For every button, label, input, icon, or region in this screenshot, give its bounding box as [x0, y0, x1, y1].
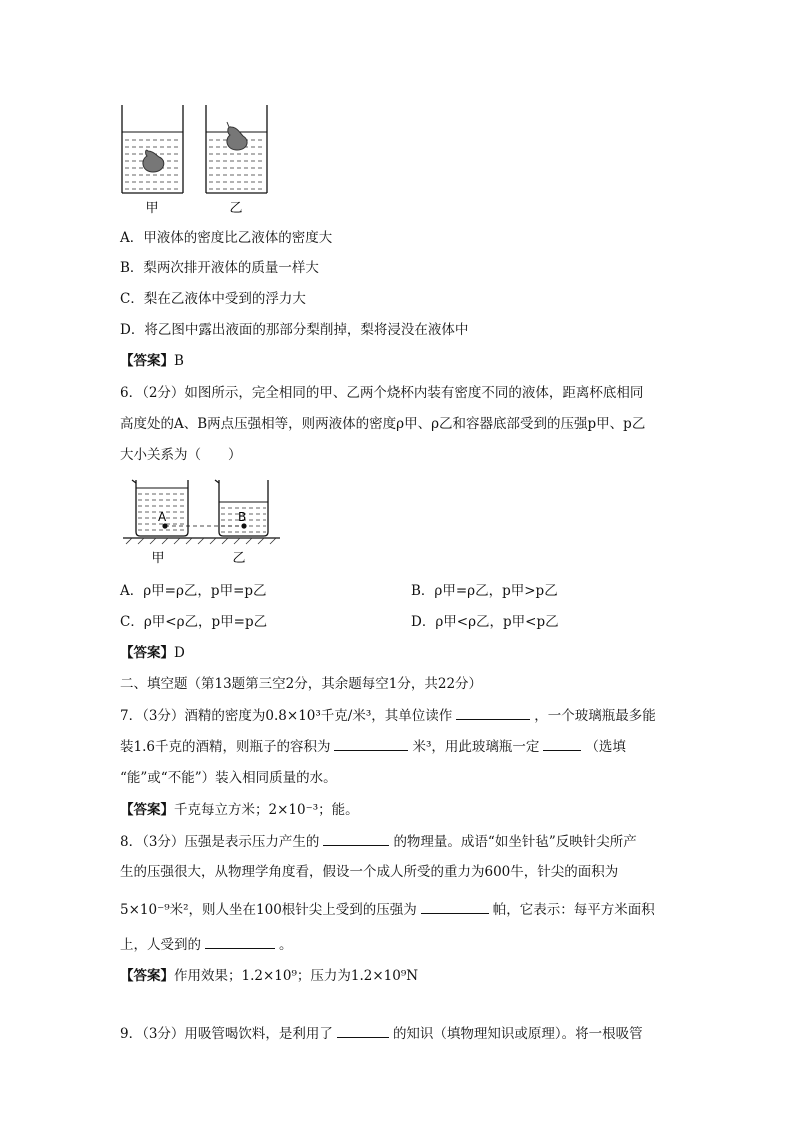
q8-line1 — [120, 831, 637, 852]
beaker-right — [206, 105, 267, 193]
q6-stem-line3: 大小关系为（ ） — [120, 447, 242, 463]
q6-stem-line2: 高度处的A、B两点压强相等，则两液体的密度ρ甲、ρ乙和容器底部受到的压强p甲、p乙 — [120, 416, 646, 432]
q7-line1 — [120, 705, 656, 726]
answer-tag: 【答案】 — [120, 645, 174, 661]
pressure-beakers-figure — [118, 472, 288, 572]
q7-text: ，一个玻璃瓶最多能 — [534, 708, 656, 724]
q8-text: 帕，它表示：每平方米面积 — [492, 902, 655, 918]
pear-shape-right — [227, 127, 247, 150]
pear-beakers-figure — [115, 100, 285, 220]
answer-value: D — [174, 645, 185, 661]
q7-text: 米³，用此玻璃瓶一定 — [412, 739, 540, 755]
q8-text: 8．（3分）压强是表示压力产生的 — [120, 834, 320, 850]
answer-value: 千克每立方米；2×10⁻³；能。 — [174, 802, 359, 818]
fig2-label-right: 乙 — [232, 551, 246, 566]
beaker-yi — [215, 480, 268, 536]
q6-stem-line1: 6．（2分）如图所示，完全相同的甲、乙两个烧杯内装有密度不同的液体，距离杯底相同 — [120, 385, 644, 401]
answer-tag: 【答案】 — [120, 968, 174, 984]
answer-blank[interactable] — [543, 736, 581, 751]
q6-option-b: B．ρ甲=ρ乙，p甲>p乙 — [411, 583, 558, 599]
answer-blank[interactable] — [421, 899, 489, 914]
q6-answer — [120, 643, 185, 663]
q8-text: 5×10⁻⁹米²，则人坐在100根针尖上受到的压强为 — [120, 902, 417, 918]
q8-text: 上，人受到的 — [120, 937, 201, 953]
q8-text: 。 — [279, 937, 293, 953]
q5-answer — [120, 351, 184, 371]
beaker-left — [122, 105, 183, 193]
q5-option-b: B．梨两次排开液体的质量一样大 — [120, 260, 319, 276]
q8-line3 — [120, 899, 655, 920]
q9-text: 9．（3分）用吸管喝饮料，是利用了 — [120, 1026, 333, 1042]
answer-blank[interactable] — [205, 934, 275, 949]
q6-option-a: A．ρ甲=ρ乙，p甲=p乙 — [120, 583, 267, 599]
q6-option-c: C．ρ甲<ρ乙，p甲=p乙 — [120, 614, 268, 630]
q7-line3: “能”或“不能”）装入相同质量的水。 — [120, 770, 337, 786]
q7-line2 — [120, 736, 626, 757]
q5-option-d: D．将乙图中露出液面的那部分梨削掉，梨将浸没在液体中 — [120, 322, 469, 338]
beaker-jia — [132, 480, 188, 536]
q8-text: 的物理量。成语“如坐针毡”反映针尖所产 — [393, 834, 637, 850]
q7-answer — [120, 800, 359, 820]
answer-value: B — [174, 353, 184, 369]
q9-line1 — [120, 1023, 643, 1044]
fig1-label-right: 乙 — [229, 201, 243, 216]
answer-tag: 【答案】 — [120, 802, 174, 818]
answer-blank[interactable] — [323, 831, 389, 846]
pear-shape-left — [143, 150, 164, 172]
fig1-label-left: 甲 — [145, 201, 159, 216]
answer-blank[interactable] — [456, 705, 530, 720]
fig2-label-left: 甲 — [151, 551, 165, 566]
point-a-label: A — [158, 510, 167, 524]
q8-answer — [120, 966, 418, 986]
answer-blank[interactable] — [337, 1023, 389, 1038]
point-b-label: B — [238, 510, 247, 524]
q7-text: （选填 — [585, 739, 626, 755]
answer-value: 作用效果；1.2×10⁹；压力为1.2×10⁹N — [174, 968, 419, 984]
answer-blank[interactable] — [334, 736, 408, 751]
q5-option-a: A．甲液体的密度比乙液体的密度大 — [120, 230, 333, 246]
q5-option-c: C．梨在乙液体中受到的浮力大 — [120, 291, 306, 307]
section-title: 二、填空题（第13题第三空2分，其余题每空1分，共22分） — [120, 676, 483, 692]
q6-option-d: D．ρ甲<ρ乙，p甲<p乙 — [411, 614, 559, 630]
q9-text: 的知识（填物理知识或原理）。将一根吸管 — [392, 1026, 643, 1042]
q8-line2: 生的压强很大，从物理学角度看，假设一个成人所受的重力为600牛，针尖的面积为 — [120, 864, 619, 880]
answer-tag: 【答案】 — [120, 353, 174, 369]
q8-line4 — [120, 934, 293, 955]
q7-text: 7．（3分）酒精的密度为0.8×10³千克/米³，其单位读作 — [120, 708, 453, 724]
q7-text: 装1.6千克的酒精，则瓶子的容积为 — [120, 739, 331, 755]
